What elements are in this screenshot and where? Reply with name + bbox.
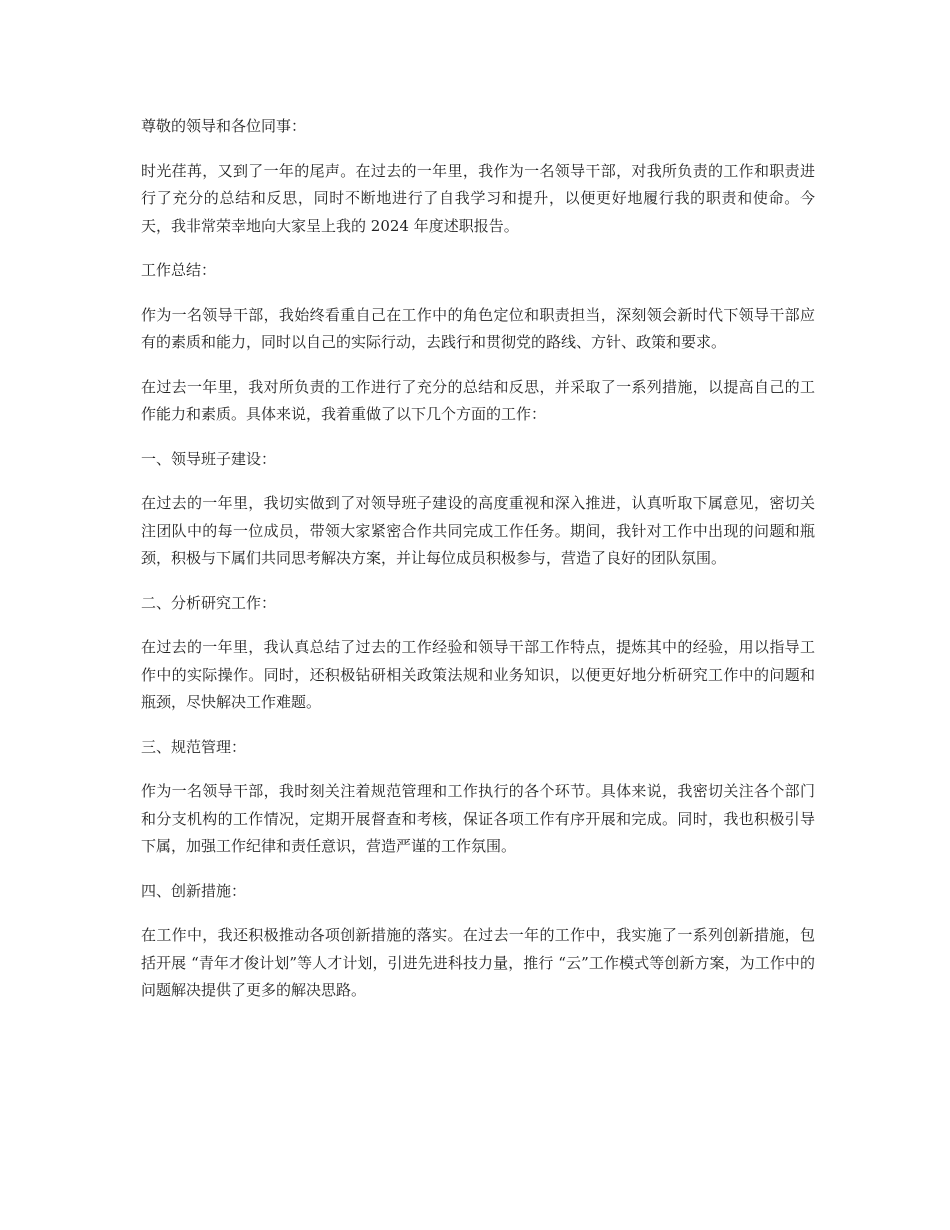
section-body-1: 在过去的一年里，我切实做到了对领导班子建设的高度重视和深入推进，认真听取下属意见，密切关注团队中的每一位成员，带领大家紧密合作共同完成工作任务。期间，我针对工作中出现的问题和瓶颈，积极与下属们共同思考解决方案，并让每位成员积极参与，营造了良好的团队氛围。 (141, 494, 815, 567)
summary-paragraph-1: 作为一名领导干部，我始终看重自己在工作中的角色定位和职责担当，深刻领会新时代下领导干部应有的素质和能力，同时以自己的实际行动，去践行和贯彻党的路线、方针、政策和要求。 (141, 305, 815, 351)
section-body-4: 在工作中，我还积极推动各项创新措施的落实。在过去一年的工作中，我实施了一系列创新措施，包括开展 “青年才俊计划”等人才计划，引进先进科技力量，推行 “云”工作模式等创新方案，为工作中的问题解决提供了更多的解决思路。 (141, 926, 815, 999)
section-heading-1: 一、领导班子建设： (141, 449, 277, 468)
section-body-3: 作为一名领导干部，我时刻关注着规范管理和工作执行的各个环节。具体来说，我密切关注各个部门和分支机构的工作情况，定期开展督查和考核，保证各项工作有序开展和完成。同时，我也积极引导下属，加强工作纪律和责任意识，营造严谨的工作氛围。 (141, 782, 815, 855)
section-heading-2: 二、分析研究工作： (141, 593, 277, 612)
section-heading-4: 四、创新措施： (141, 881, 247, 900)
summary-paragraph-2: 在过去一年里，我对所负责的工作进行了充分的总结和反思，并采取了一系列措施，以提高自己的工作能力和素质。具体来说，我着重做了以下几个方面的工作： (141, 377, 815, 423)
greeting: 尊敬的领导和各位同事： (141, 117, 307, 135)
intro-paragraph: 时光荏苒，又到了一年的尾声。在过去的一年里，我作为一名领导干部，对我所负责的工作和职责进行了充分的总结和反思，同时不断地进行了自我学习和提升，以便更好地履行我的职责和使命。今天，我非常荣幸地向大家呈上我的 2024 年度述职报告。 (141, 161, 815, 235)
summary-heading: 工作总结： (141, 261, 217, 279)
section-body-2: 在过去的一年里，我认真总结了过去的工作经验和领导干部工作特点，提炼其中的经验，用以指导工作中的实际操作。同时，还积极钻研相关政策法规和业务知识，以便更好地分析研究工作中的问题和瓶颈，尽快解决工作难题。 (141, 638, 815, 711)
section-heading-3: 三、规范管理： (141, 737, 247, 756)
